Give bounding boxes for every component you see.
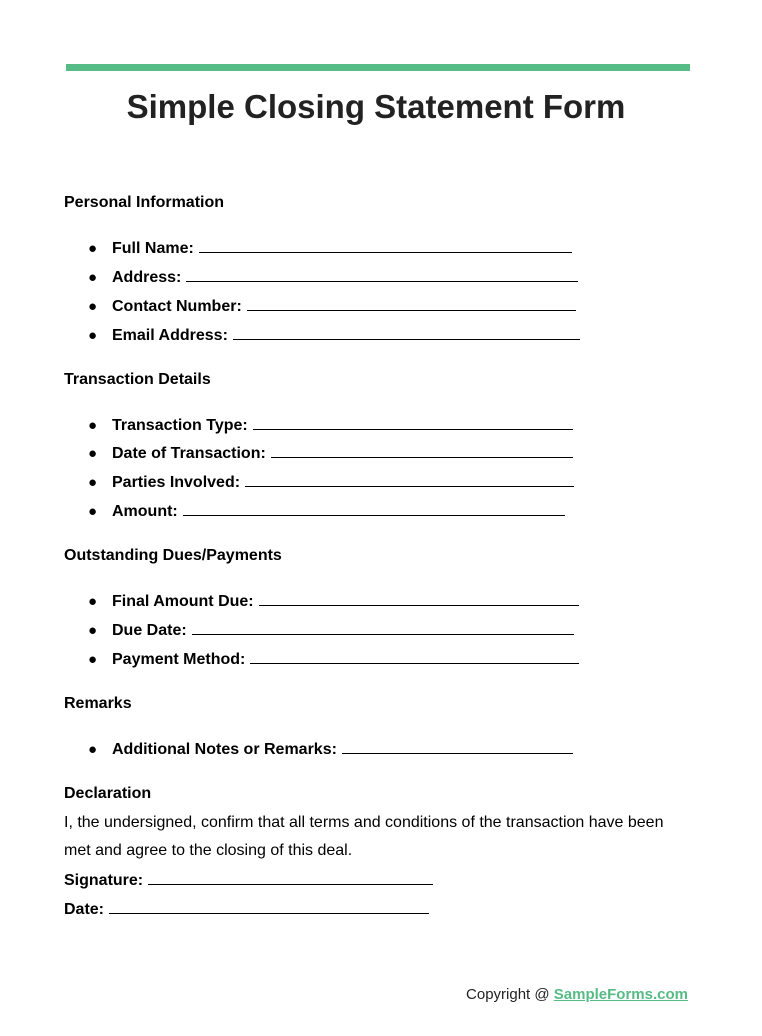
field-label: Signature: <box>64 872 144 889</box>
blank-line[interactable] <box>271 443 573 458</box>
bullet-icon: ● <box>88 445 98 462</box>
field-label: Date of Transaction: <box>112 445 266 462</box>
blank-line[interactable] <box>259 591 579 606</box>
field-payment-method[interactable] <box>88 649 579 670</box>
section-heading: Transaction Details <box>64 371 211 388</box>
blank-line[interactable] <box>192 620 574 635</box>
blank-line[interactable] <box>253 415 573 430</box>
blank-line[interactable] <box>148 870 433 885</box>
field-contact-number[interactable] <box>88 296 576 317</box>
page-title: Simple Closing Statement Form <box>126 88 626 125</box>
copyright-footer <box>466 986 688 1003</box>
bullet-icon: ● <box>88 593 98 610</box>
section-heading: Personal Information <box>64 194 225 211</box>
field-label: Payment Method: <box>112 651 246 668</box>
blank-line[interactable] <box>233 325 580 340</box>
blank-line[interactable] <box>245 472 574 487</box>
accent-bar <box>66 64 690 71</box>
field-address[interactable] <box>88 267 578 288</box>
copyright-text: Copyright @ <box>466 986 554 1003</box>
bullet-icon: ● <box>88 417 98 434</box>
field-additional-notes[interactable] <box>88 739 573 760</box>
bullet-icon: ● <box>88 327 98 344</box>
field-full-name[interactable] <box>88 238 572 259</box>
declaration-heading: Declaration <box>64 785 152 802</box>
field-amount[interactable] <box>88 501 565 522</box>
declaration-text: I, the undersigned, confirm that all terms and conditions of the transaction have been met and agree to the closing of this deal. <box>64 814 664 859</box>
bullet-icon: ● <box>88 503 98 520</box>
field-due-date[interactable] <box>88 620 574 641</box>
blank-line[interactable] <box>250 649 579 664</box>
bullet-icon: ● <box>88 240 98 257</box>
bullet-icon: ● <box>88 298 98 315</box>
blank-line[interactable] <box>247 296 576 311</box>
blank-line[interactable] <box>199 238 572 253</box>
field-transaction-type[interactable] <box>88 415 573 436</box>
signature-field[interactable] <box>64 870 433 891</box>
field-label: Date: <box>64 901 105 918</box>
field-email-address[interactable] <box>88 325 580 346</box>
field-label: Due Date: <box>112 622 187 639</box>
field-label: Final Amount Due: <box>112 593 254 610</box>
section-heading: Outstanding Dues/Payments <box>64 547 282 564</box>
blank-line[interactable] <box>186 267 578 282</box>
section-heading: Remarks <box>64 695 132 712</box>
field-label: Email Address: <box>112 327 228 344</box>
field-label: Parties Involved: <box>112 474 241 491</box>
field-label: Amount: <box>112 503 178 520</box>
field-parties-involved[interactable] <box>88 472 574 493</box>
field-label: Full Name: <box>112 240 194 257</box>
field-label: Address: <box>112 269 182 286</box>
field-label: Contact Number: <box>112 298 242 315</box>
bullet-icon: ● <box>88 622 98 639</box>
bullet-icon: ● <box>88 474 98 491</box>
blank-line[interactable] <box>183 501 565 516</box>
field-label: Additional Notes or Remarks: <box>112 741 337 758</box>
sampleforms-link[interactable]: SampleForms.com <box>553 986 688 1003</box>
blank-line[interactable] <box>342 739 573 754</box>
bullet-icon: ● <box>88 269 98 286</box>
field-label: Transaction Type: <box>112 417 248 434</box>
bullet-icon: ● <box>88 741 98 758</box>
bullet-icon: ● <box>88 651 98 668</box>
field-final-amount-due[interactable] <box>88 591 579 612</box>
date-field[interactable] <box>64 899 429 920</box>
field-date-of-transaction[interactable] <box>88 443 573 464</box>
blank-line[interactable] <box>109 899 429 914</box>
